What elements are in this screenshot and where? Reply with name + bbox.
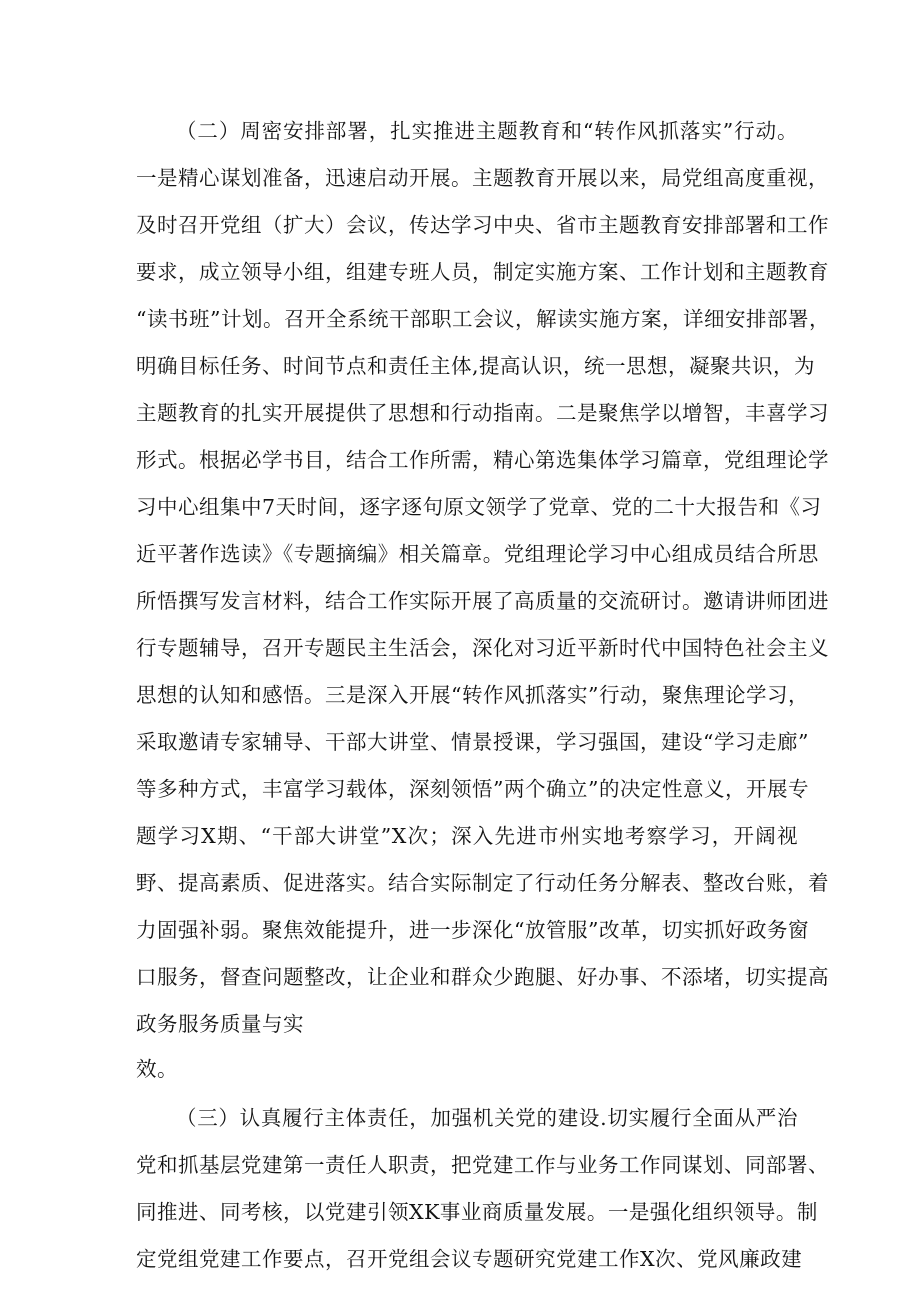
paragraph-2-heading-line: （二）周密安排部署，扎实推进主题教育和“转作风抓落实”行动。 [176,119,798,143]
text-line: “读书班”计划。召开全系统干部职工会议，解读实施方案，详细安排部署， [136,307,830,331]
text-line: 明确目标任务、时间节点和责任主体,提高认识，统一思想，凝聚共识，为 [136,354,816,378]
text-line: 力固强补弱。聚焦效能提升，进一步深化“放管服”改革，切实抓好政务窗 [136,918,809,942]
text-line: 及时召开党组（扩大）会议，传达学习中央、省市主题教育安排部署和工作 [136,213,829,237]
text-line: 形式。根据必学书目，结合工作所需，精心第选集体学习篇章，党组理论学 [136,448,829,472]
text-line: 习中心组集中7天时间，逐字逐句原文领学了党章、党的二十大报告和《习 [136,495,822,519]
text-line: 野、提高素质、促进落实。结合实际制定了行动任务分解表、整改台账，着 [136,871,829,895]
text-line: 党和抓基层党建第一责任人职责，把党建工作与业务工作同谋划、同部署、 [136,1153,829,1177]
paragraph-3-heading-line: （三）认真履行主体责任，加强机关党的建设.切实履行全面从严治 [176,1106,798,1130]
text-line: 一是精心谋划准备，迅速启动开展。主题教育开展以来，局党组高度重视， [136,166,829,190]
text-line: 要求，成立领导小组，组建专班人员，制定实施方案、工作计划和主题教育 [136,260,829,284]
text-line: 政务服务质量与实 [136,1012,304,1036]
text-line: 近平著作选读》《专题摘编》相关篇章。党组理论学习中心组成员结合所思 [136,542,819,566]
text-line: 行专题辅导，召开专题民主生活会，深化对习近平新时代中国特色社会主义 [136,636,829,660]
text-line: 定党组党建工作要点，召开党组会议专题研究党建工作X次、党风廉政建 [136,1247,803,1271]
text-line: 口服务，督查问题整改，让企业和群众少跑腿、好办事、不添堵，切实提高 [136,965,829,989]
text-line: 等多种方式，丰富学习载体，深刻领悟”两个确立”的决定性意义，开展专 [136,777,809,801]
text-line: 思想的认知和感悟。三是深入开展“转作风抓落实”行动，聚焦理论学习， [136,683,809,707]
text-line: 题学习X期、“干部大讲堂”X次；深入先进市州实地考察学习，开阔视 [136,824,798,848]
text-line: 同推进、同考核，以党建引领XK事业商质量发展。一是强化组织领导。制 [136,1200,818,1224]
text-line: 效。 [136,1057,178,1081]
text-line: 采取邀请专家辅导、干部大讲堂、情景授课，学习强国，建设“学习走廊” [136,730,809,754]
text-line: 所悟撰写发言材料，结合工作实际开展了高质量的交流研讨。邀请讲师团进 [136,589,829,613]
text-line: 主题教育的扎实开展提供了思想和行动指南。二是聚焦学以增智，丰喜学习 [136,401,829,425]
